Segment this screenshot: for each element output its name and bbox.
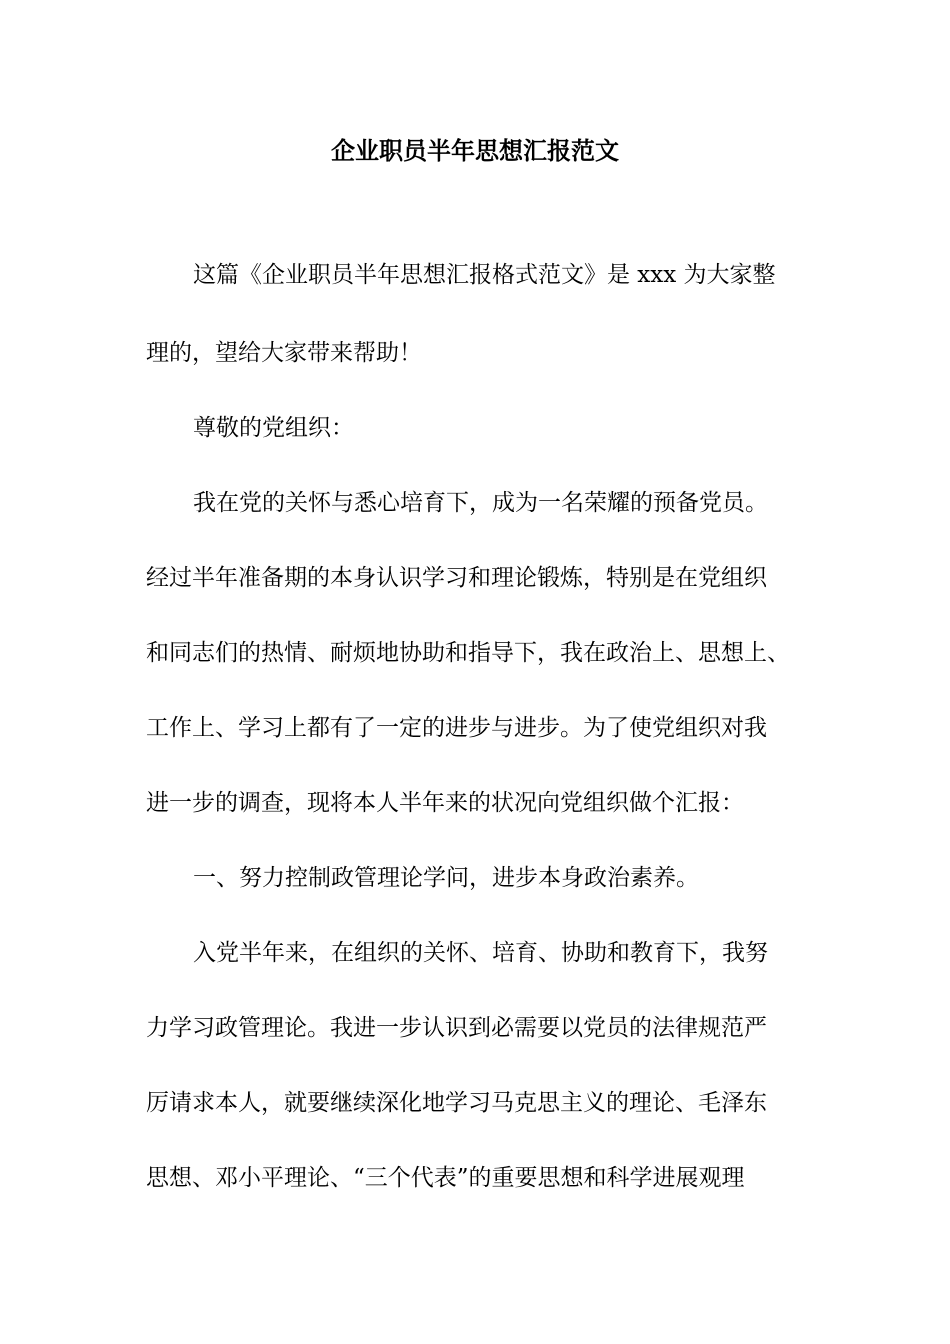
paragraph-line: 力学习政管理论。我进一步认识到必需要以党员的法律规范严 — [146, 1015, 767, 1041]
paragraph-line: 我在党的关怀与悉心培育下，成为一名荣耀的预备党员。 — [193, 490, 768, 516]
paragraph-line: 经过半年准备期的本身认识学习和理论锻炼，特别是在党组织 — [146, 565, 767, 591]
paragraph-line: 工作上、学习上都有了一定的进步与进步。为了使党组织对我 — [146, 715, 767, 741]
paragraph-line: 进一步的调查，现将本人半年来的状况向党组织做个汇报： — [146, 790, 744, 816]
paragraph-line: 和同志们的热情、耐烦地协助和指导下，我在政治上、思想上、 — [146, 640, 790, 666]
section-heading-line: 一、努力控制政管理论学问，进步本身政治素养。 — [193, 865, 699, 891]
paragraph-line: 理的，望给大家带来帮助！ — [146, 340, 422, 366]
document-title: 企业职员半年思想汇报范文 — [331, 136, 619, 165]
paragraph-line: 这篇《企业职员半年思想汇报格式范文》是 xxx 为大家整 — [193, 262, 776, 288]
paragraph-line: 思想、邓小平理论、“三个代表”的重要思想和科学进展观理 — [146, 1165, 745, 1191]
paragraph-line: 厉请求本人，就要继续深化地学习马克思主义的理论、毛泽东 — [146, 1090, 767, 1116]
paragraph-line: 入党半年来，在组织的关怀、培育、协助和教育下，我努 — [193, 940, 768, 966]
paragraph-line: 尊敬的党组织： — [193, 415, 354, 441]
